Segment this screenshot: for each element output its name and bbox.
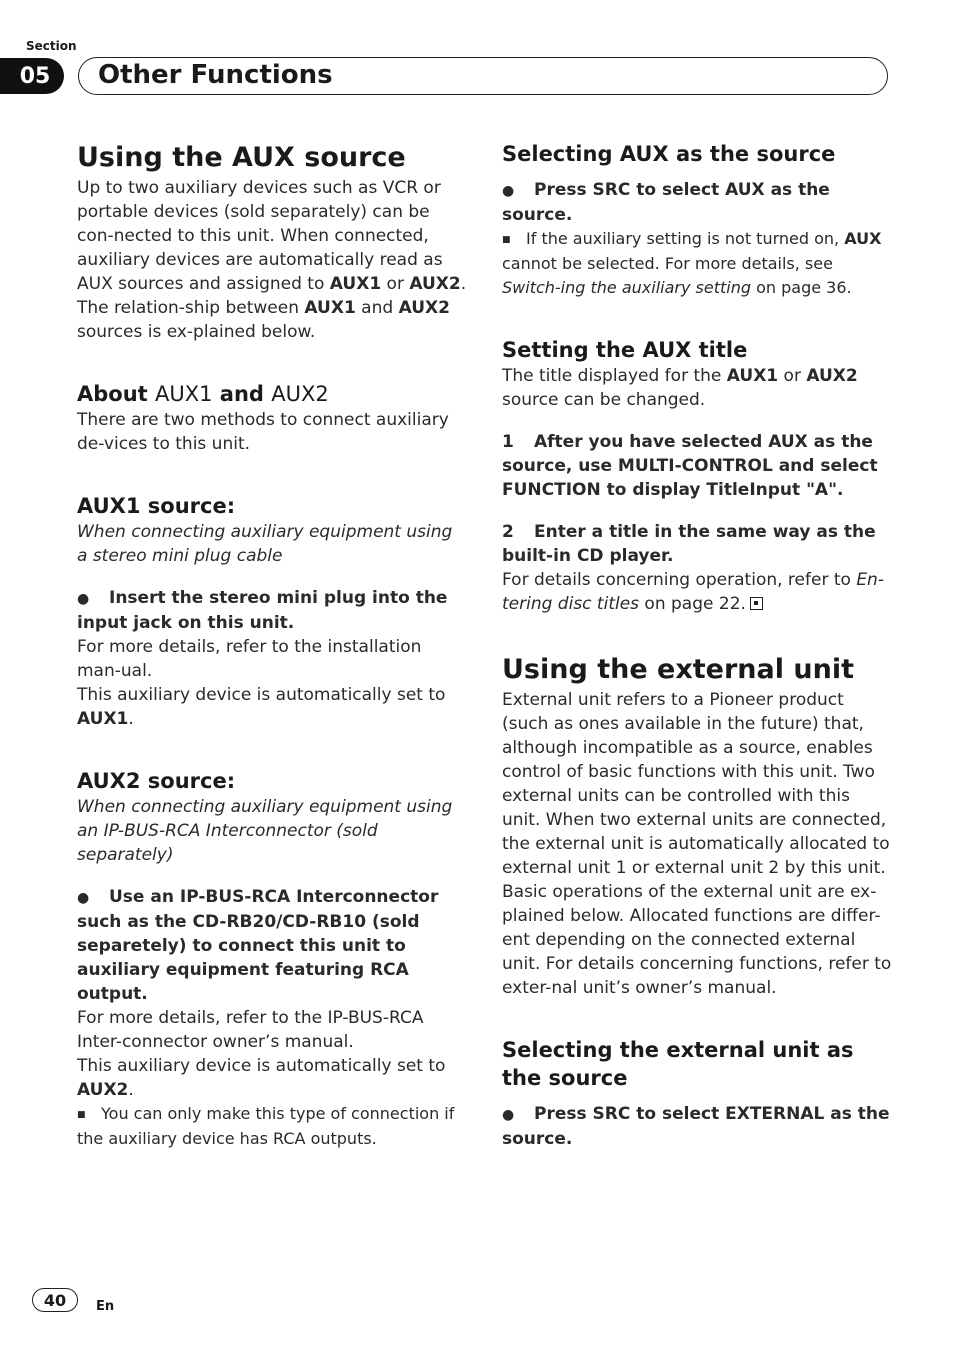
aux2-description: When connecting auxiliary equipment using an IP-BUS-RCA Interconnector (sold separately) (77, 797, 453, 865)
aux1-detail-1: For more details, refer to the installation man-ual. (77, 637, 422, 681)
note-square-icon (77, 1104, 101, 1123)
aux1-heading: AUX1 source: (77, 494, 236, 518)
end-of-section-icon (750, 597, 763, 610)
note-square-icon (502, 229, 526, 248)
aux-title-step-1: 1 After you have selected AUX as the source, use MULTI-CONTROL and select FUNCTION to display TitleInput "A". (502, 432, 878, 500)
aux2-detail-1: For more details, refer to the IP-BUS-RCA Inter-connector owner’s manual. (77, 1008, 424, 1052)
external-unit-heading: Using the external unit (502, 654, 855, 685)
aux-title-heading: Setting the AUX title (502, 338, 748, 362)
select-external-step: ● Press SRC to select EXTERNAL as the source. (502, 1102, 892, 1151)
aux-title-step-2-detail: For details concerning operation, refer to En-tering disc titles on page 22. (502, 570, 884, 614)
aux1-step: ● Insert the stereo mini plug into the input jack on this unit. (77, 586, 467, 635)
select-aux-step: ● Press SRC to select AUX as the source. (502, 178, 892, 227)
bullet-icon (502, 1104, 534, 1124)
aux1-description: When connecting auxiliary equipment using a stereo mini plug cable (77, 522, 453, 566)
select-external-heading: Selecting the external unit as the source (502, 1038, 854, 1090)
aux-heading: Using the AUX source (77, 142, 406, 173)
aux1-detail-2: This auxiliary device is automatically set to AUX1. (77, 685, 446, 729)
left-column (77, 140, 467, 1151)
bullet-icon (77, 588, 109, 608)
bullet-icon (502, 180, 534, 200)
section-number-badge: 05 (0, 58, 64, 94)
section-label: Section (26, 39, 77, 53)
aux-title-text: The title displayed for the AUX1 or AUX2 source can be changed. (502, 366, 858, 410)
aux-title-step-2: 2 Enter a title in the same way as the built-in CD player. (502, 522, 876, 566)
aux2-note: ■ You can only make this type of connection if the auxiliary device has RCA outputs. (77, 1102, 467, 1151)
bullet-icon (77, 887, 109, 907)
select-aux-heading: Selecting AUX as the source (502, 142, 836, 166)
external-unit-text-1: External unit refers to a Pioneer product (such as ones available in the future) that, although incompatible as a source, enables control of basic functions with this unit. Two external units can be controlled with this unit. When two external units are connected, the external unit is automatically allocated to external unit 1 or external unit 2 by this unit. (502, 690, 890, 878)
aux-intro: Up to two auxiliary devices such as VCR or portable devices (sold separately) can be con-nected to this unit. When connected, auxiliary devices are automatically read as AUX sources and assigned to AUX1 or AUX2. The relation-ship between AUX1 and AUX2 sources is ex-plained below. (77, 178, 467, 342)
right-column (502, 140, 892, 1151)
aux2-heading: AUX2 source: (77, 769, 236, 793)
section-title: Other Functions (98, 60, 333, 90)
external-unit-text-2: Basic operations of the external unit are ex-plained below. Allocated functions are differ-ent depending on the connected external unit. For details concerning functions, refer to exter-nal unit’s owner’s manual. (502, 882, 892, 998)
about-text: There are two methods to connect auxiliary de-vices to this unit. (77, 410, 449, 454)
page-language: En (96, 1299, 115, 1314)
about-heading: About AUX1 and AUX2 (77, 382, 329, 406)
select-aux-note: ■ If the auxiliary setting is not turned on, AUX cannot be selected. For more details, see Switch-ing the auxiliary setting on page 36. (502, 227, 892, 300)
aux2-detail-2: This auxiliary device is automatically set to AUX2. (77, 1056, 446, 1100)
page-number: 40 (32, 1288, 78, 1312)
aux2-step: ● Use an IP-BUS-RCA Interconnector such as the CD-RB20/CD-RB10 (sold separetely) to connect this unit to auxiliary equipment featuring RCA output. (77, 885, 467, 1006)
